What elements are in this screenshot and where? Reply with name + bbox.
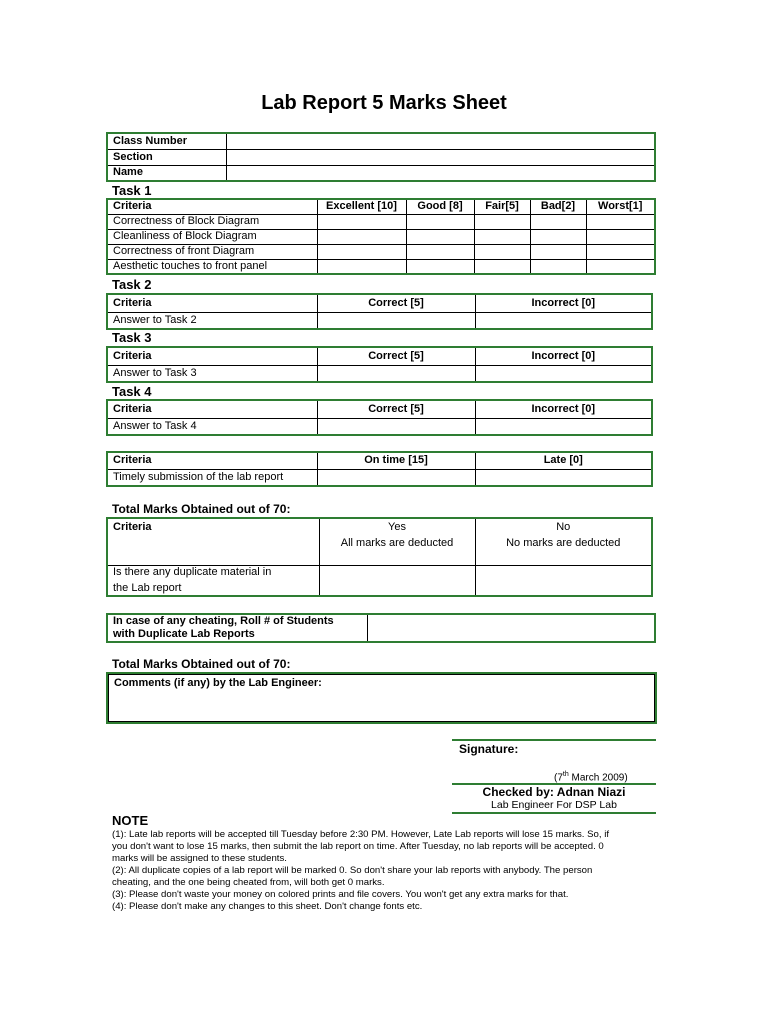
name-field[interactable] (226, 165, 655, 181)
task4-header-criteria: Criteria (107, 400, 317, 418)
yes-description: All marks are deducted (340, 537, 454, 549)
duplicate-header-no (475, 518, 652, 565)
table-row (107, 469, 652, 486)
mark-cell[interactable] (475, 418, 652, 435)
cheating-label (107, 614, 367, 642)
duplicate-material-table (106, 517, 653, 597)
mark-cell[interactable] (406, 244, 474, 259)
task1-criteria: Correctness of front Diagram (107, 244, 317, 259)
table-row (107, 565, 652, 596)
mark-cell[interactable] (474, 259, 530, 274)
mark-cell[interactable] (475, 565, 652, 596)
timely-submission-label: Timely submission of the lab report (107, 469, 317, 486)
no-description: No marks are deducted (506, 537, 621, 549)
table-row (107, 214, 655, 229)
timely-header-ontime: On time [15] (317, 452, 475, 469)
table-row (107, 259, 655, 274)
task3-header-incorrect: Incorrect [0] (475, 347, 652, 365)
class-number-field[interactable] (226, 133, 655, 149)
no-label: No (556, 521, 571, 533)
student-info-table (106, 132, 656, 182)
duplicate-header-criteria: Criteria (107, 518, 319, 565)
table-row (107, 229, 655, 244)
task4-label: Task 4 (112, 384, 152, 399)
task1-criteria: Cleanliness of Block Diagram (107, 229, 317, 244)
name-label: Name (107, 165, 226, 181)
task1-criteria: Aesthetic touches to front panel (107, 259, 317, 274)
mark-cell[interactable] (474, 214, 530, 229)
signature-date (554, 771, 628, 783)
task1-header-criteria: Criteria (107, 199, 317, 214)
mark-cell[interactable] (317, 214, 406, 229)
task1-header-bad: Bad[2] (530, 199, 586, 214)
duplicate-question (107, 565, 319, 596)
task2-label: Task 2 (112, 277, 152, 292)
mark-cell[interactable] (475, 365, 652, 382)
mark-cell[interactable] (317, 469, 475, 486)
timely-header-late: Late [0] (475, 452, 652, 469)
table-row (107, 418, 652, 435)
signature-label: Signature: (459, 742, 519, 756)
task1-criteria: Correctness of Block Diagram (107, 214, 317, 229)
mark-cell[interactable] (530, 244, 586, 259)
duplicate-question-line2: the Lab report (113, 581, 182, 594)
note-line: (2): All duplicate copies of a lab report will be marked 0. So don't share your lab reports with anybody. The person (112, 865, 593, 876)
duplicate-question-line1: Is there any duplicate material in (113, 565, 272, 578)
mark-cell[interactable] (530, 214, 586, 229)
task4-answer-label: Answer to Task 4 (107, 418, 317, 435)
task2-table (106, 293, 653, 330)
mark-cell[interactable] (586, 229, 655, 244)
note-line: (3): Please don't waste your money on colored prints and file covers. You won't get any extra marks for that. (112, 889, 569, 900)
task2-header-criteria: Criteria (107, 294, 317, 312)
section-label: Section (107, 149, 226, 165)
duplicate-header-yes (319, 518, 475, 565)
mark-cell[interactable] (530, 259, 586, 274)
task3-answer-label: Answer to Task 3 (107, 365, 317, 382)
task3-header-criteria: Criteria (107, 347, 317, 365)
cheating-label-line1: In case of any cheating, Roll # of Students (113, 615, 334, 627)
task3-label: Task 3 (112, 330, 152, 345)
table-row (107, 365, 652, 382)
total-marks-label-2: Total Marks Obtained out of 70: (112, 657, 291, 671)
section-field[interactable] (226, 149, 655, 165)
task4-header-incorrect: Incorrect [0] (475, 400, 652, 418)
task4-header-correct: Correct [5] (317, 400, 475, 418)
timely-header-criteria: Criteria (107, 452, 317, 469)
signature-line (452, 739, 656, 741)
mark-cell[interactable] (317, 418, 475, 435)
cheating-table (106, 613, 656, 643)
mark-cell[interactable] (475, 469, 652, 486)
mark-cell[interactable] (586, 244, 655, 259)
table-row (107, 312, 652, 329)
mark-cell[interactable] (586, 259, 655, 274)
note-body (112, 829, 657, 913)
note-line: cheating, and the one being cheated from, will both get 0 marks. (112, 877, 385, 888)
class-number-label: Class Number (107, 133, 226, 149)
mark-cell[interactable] (406, 214, 474, 229)
mark-cell[interactable] (317, 365, 475, 382)
mark-cell[interactable] (474, 244, 530, 259)
mark-cell[interactable] (586, 214, 655, 229)
total-marks-label: Total Marks Obtained out of 70: (112, 502, 291, 516)
role-line (452, 812, 656, 814)
mark-cell[interactable] (406, 259, 474, 274)
mark-cell[interactable] (475, 312, 652, 329)
cheating-label-line2: with Duplicate Lab Reports (113, 628, 255, 640)
task1-label: Task 1 (112, 183, 152, 198)
mark-cell[interactable] (317, 259, 406, 274)
date-open: (7 (554, 772, 563, 784)
table-row (107, 244, 655, 259)
engineer-role: Lab Engineer For DSP Lab (491, 799, 617, 811)
note-line: marks will be assigned to these students. (112, 853, 287, 864)
note-line: (4): Please don't make any changes to this sheet. Don't change fonts etc. (112, 901, 423, 912)
page-title: Lab Report 5 Marks Sheet (261, 92, 507, 114)
note-title: NOTE (112, 813, 149, 828)
task2-header-incorrect: Incorrect [0] (475, 294, 652, 312)
note-line: you don't want to lose 15 marks, then submit the lab report on time. After Tuesday, no lab reports will be accepted. 0 (112, 841, 604, 852)
task1-header-fair: Fair[5] (474, 199, 530, 214)
task1-table (106, 198, 656, 275)
cheating-roll-field[interactable] (367, 614, 655, 642)
mark-cell[interactable] (474, 229, 530, 244)
task1-header-good: Good [8] (406, 199, 474, 214)
task2-answer-label: Answer to Task 2 (107, 312, 317, 329)
mark-cell[interactable] (317, 244, 406, 259)
mark-cell[interactable] (317, 229, 406, 244)
task2-header-correct: Correct [5] (317, 294, 475, 312)
timely-submission-table (106, 451, 653, 487)
comments-box[interactable] (106, 672, 657, 724)
note-line: (1): Late lab reports will be accepted till Tuesday before 2:30 PM. However, Late Lab reports will lose 15 marks. So, if (112, 829, 609, 840)
task1-header-excellent: Excellent [10] (317, 199, 406, 214)
task3-header-correct: Correct [5] (317, 347, 475, 365)
yes-label: Yes (388, 521, 406, 533)
mark-cell[interactable] (406, 229, 474, 244)
checked-by: Checked by: Adnan Niazi (482, 785, 626, 799)
date-superscript: th (562, 771, 569, 778)
mark-cell[interactable] (317, 312, 475, 329)
comments-label: Comments (if any) by the Lab Engineer: (114, 677, 322, 689)
task1-header-worst: Worst[1] (586, 199, 655, 214)
mark-cell[interactable] (530, 229, 586, 244)
task4-table (106, 399, 653, 436)
mark-cell[interactable] (319, 565, 475, 596)
date-rest: March 2009) (568, 772, 628, 784)
task3-table (106, 346, 653, 383)
